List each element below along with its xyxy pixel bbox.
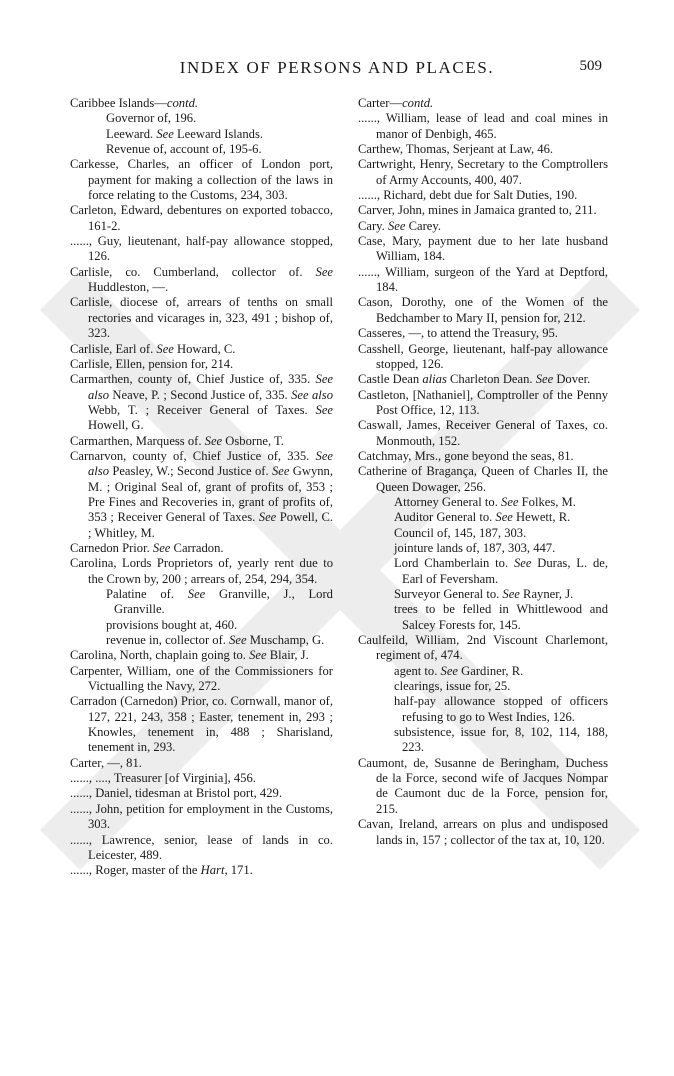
index-subentry: Council of, 145, 187, 303. (394, 525, 527, 540)
index-subentry: subsistence, issue for, 8, 102, 114, 188, 223. (394, 725, 608, 755)
index-subentry: Governor of, 196. (106, 111, 197, 126)
index-entry: Carolina, Lords Proprietors of, yearly rent due to the Crown by, 200 ; arrears of, 254, 294, 354. (70, 556, 333, 586)
index-subentry: Palatine of. See Granville, J., Lord Granville. (106, 587, 333, 617)
index-entry: ......, Guy, lieutenant, half-pay allowance stopped, 126. (70, 234, 333, 264)
index-entry: Carnarvon, county of, Chief Justice of, 335. See also Peasley, W.; Second Justice of. See Gwynn, M. ; Original Seal of, grant of profits of, 353 ; Pre Fines and Recoveries in, grant of profits of, 353 ; Receiver General of Taxes. See Powell, C. ; Whitley, M. (70, 448, 334, 540)
index-subentry: trees to be felled in Whittlewood and Salcey Forests for, 145. (394, 602, 608, 632)
index-entry: Carleton, Edward, debentures on exported tobacco, 161-2. (70, 203, 333, 233)
index-entry: Carlisle, Earl of. See Howard, C. (70, 341, 236, 356)
index-entry: ......, Richard, debt due for Salt Duties, 190. (358, 188, 578, 203)
index-subentry: Revenue of, account of, 195-6. (106, 142, 262, 157)
index-entry: Carmarthen, county of, Chief Justice of, 335. See also Neave, P. ; Second Justice of, 335. See also Webb, T. ; Receiver General of Taxes. See Howell, G. (70, 372, 334, 433)
index-column-left (70, 96, 333, 879)
index-entry: Carnedon Prior. See Carradon. (70, 540, 224, 555)
page-number: 509 (579, 58, 602, 74)
index-entry: Carver, John, mines in Jamaica granted to, 211. (358, 203, 597, 218)
index-entry: ......, William, lease of lead and coal mines in manor of Denbigh, 465. (358, 111, 608, 141)
index-entry: Carolina, North, chaplain going to. See Blair, J. (70, 648, 309, 663)
index-entry: Cary. See Carey. (358, 218, 442, 233)
index-entry: Catchmay, Mrs., gone beyond the seas, 81. (358, 448, 574, 463)
index-entry: Castleton, [Nathaniel], Comptroller of the Penny Post Office, 12, 113. (358, 387, 608, 417)
index-subentry: Auditor General to. See Hewett, R. (394, 510, 571, 525)
index-entry: Cavan, Ireland, arrears on plus and undisposed lands in, 157 ; collector of the tax at, 10, 120. (358, 817, 608, 847)
index-entry: Cason, Dorothy, one of the Women of the Bedchamber to Mary II, pension for, 212. (358, 295, 608, 325)
index-entry: ......, Lawrence, senior, lease of lands in co. Leicester, 489. (70, 832, 333, 862)
index-entry: ......, Roger, master of the Hart, 171. (70, 863, 253, 878)
index-entry: Carradon (Carnedon) Prior, co. Cornwall, manor of, 127, 221, 243, 358 ; Easter, tenement in, 293 ; Knowles, tenement in, 488 ; Sharisland, tenement in, 293. (70, 694, 333, 755)
index-subentry: revenue in, collector of. See Muschamp, G. (106, 633, 325, 648)
index-subentry: agent to. See Gardiner, R. (394, 663, 524, 678)
index-entry: Cartwright, Henry, Secretary to the Comptrollers of Army Accounts, 400, 407. (358, 157, 608, 187)
index-entry: Carter, —, 81. (70, 755, 142, 770)
index-subentry: Surveyor General to. See Rayner, J. (394, 587, 574, 601)
index-entry: Carter—contd. (358, 96, 434, 110)
index-entry: Case, Mary, payment due to her late husband William, 184. (358, 234, 608, 264)
index-subentry: provisions bought at, 460. (106, 617, 238, 632)
index-entry: Carlisle, Ellen, pension for, 214. (70, 356, 234, 371)
page-header (0, 54, 674, 84)
index-entry: Caswall, James, Receiver General of Taxes, co. Monmouth, 152. (358, 418, 608, 448)
index-entry: Casseres, —, to attend the Treasury, 95. (358, 326, 558, 341)
index-entry: Caulfeild, William, 2nd Viscount Charlemont, regiment of, 474. (358, 633, 608, 663)
index-entry: Carpenter, William, one of the Commissioners for Victualling the Navy, 272. (70, 663, 333, 694)
index-subentry: Lord Chamberlain to. See Duras, L. de, Earl of Feversham. (394, 556, 609, 586)
index-entry: ......, William, surgeon of the Yard at Deptford, 184. (358, 264, 608, 295)
index-subentry: jointure lands of, 187, 303, 447. (394, 540, 556, 555)
page-title: INDEX OF PERSONS AND PLACES. (179, 58, 495, 77)
index-entry: Caumont, de, Susanne de Beringham, Duchess de la Force, second wife of Jacques Nompar de Caumont duc de la Force, pension for, 215. (358, 755, 608, 816)
index-column-right (358, 96, 608, 848)
index-entry: Catherine of Bragança, Queen of Charles II, the Queen Dowager, 256. (358, 464, 608, 494)
index-subentry: Leeward. See Leeward Islands. (106, 126, 264, 141)
index-entry: ......, Daniel, tidesman at Bristol port, 429. (70, 786, 282, 801)
index-entry: Carlisle, diocese of, arrears of tenths on small rectories and vicarages in, 323, 491 ; bishop of, 323. (70, 295, 333, 341)
index-subentry: Attorney General to. See Folkes, M. (394, 494, 576, 509)
index-subentry: clearings, issue for, 25. (394, 679, 511, 694)
index-entry: Carlisle, co. Cumberland, collector of. See Huddleston, —. (70, 264, 333, 295)
index-entry: Carkesse, Charles, an officer of London port, payment for making a collection of the laws in force relating to the Customs, 234, 303. (70, 157, 333, 203)
index-subentry: half-pay allowance stopped of officers refusing to go to West Indies, 126. (394, 694, 608, 724)
index-entry: Carthew, Thomas, Serjeant at Law, 46. (358, 142, 554, 157)
index-entry: ......, ...., Treasurer [of Virginia], 456. (70, 771, 256, 786)
index-entry: Castle Dean alias Charleton Dean. See Dover. (358, 372, 591, 387)
index-entry: Caribbee Islands—contd. (70, 96, 199, 110)
index-entry: Carmarthen, Marquess of. See Osborne, T. (70, 433, 284, 448)
index-entry: ......, John, petition for employment in the Customs, 303. (70, 801, 333, 832)
index-entry: Casshell, George, lieutenant, half-pay allowance stopped, 126. (358, 341, 608, 371)
